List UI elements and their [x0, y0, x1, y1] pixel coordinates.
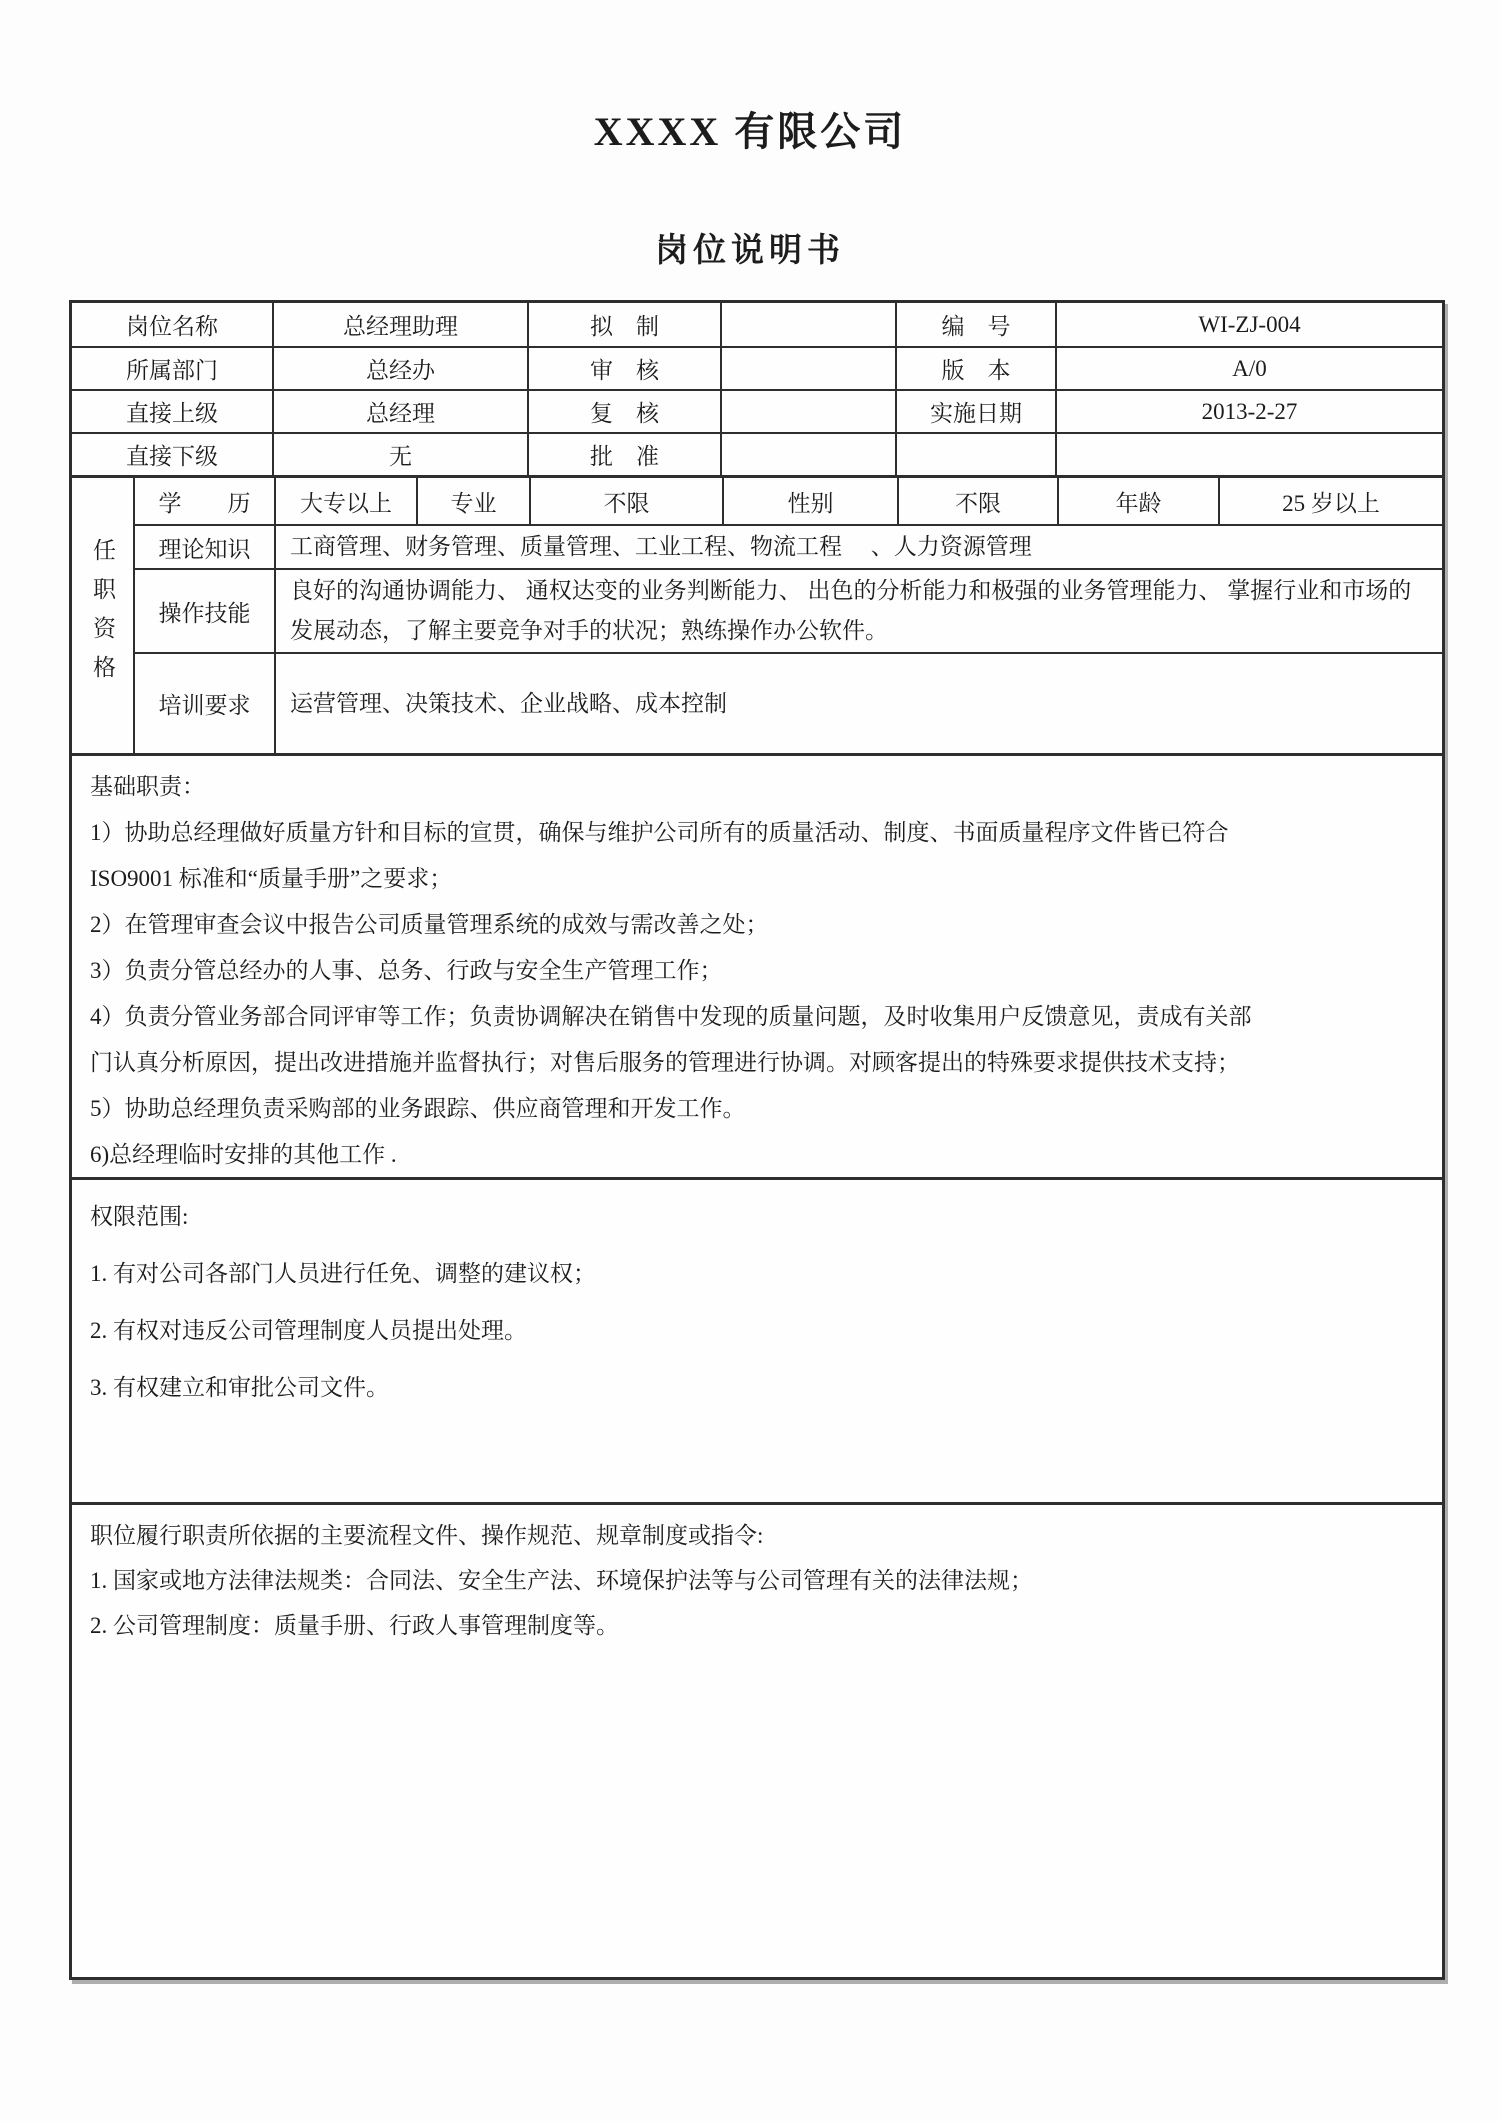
theory-knowledge-value: 工商管理、财务管理、质量管理、工业工程、物流工程 、人力资源管理 — [274, 526, 1442, 568]
education-value: 大专以上 — [274, 478, 416, 524]
job-description-table — [69, 300, 1445, 1980]
empty-meta-value — [1055, 434, 1442, 475]
duties-line: 3）负责分管总经办的人事、总务、行政与安全生产管理工作； — [90, 958, 723, 983]
approved-by-value — [720, 434, 895, 475]
authority-item: 3. 有权建立和审批公司文件。 — [90, 1375, 389, 1400]
direct-superior-label: 直接上级 — [126, 401, 218, 426]
theory-knowledge-row — [135, 524, 1442, 568]
education-label: 学 历 — [158, 490, 251, 516]
header-row-department — [72, 346, 1442, 389]
approved-by-label: 批 准 — [527, 434, 720, 475]
theory-knowledge-label: 理论知识 — [158, 536, 251, 562]
header-row-position — [72, 303, 1442, 346]
references-cell — [72, 1505, 1442, 1995]
age-value: 25 岁以上 — [1218, 478, 1442, 524]
references-heading: 职位履行职责所依据的主要流程文件、操作规范、规章制度或指令: — [90, 1523, 764, 1548]
direct-subordinate-value: 无 — [272, 434, 527, 475]
duties-line: 6)总经理临时安排的其他工作 . — [90, 1142, 397, 1167]
doc-number-label: 编 号 — [895, 303, 1055, 346]
drafted-by-label: 拟 制 — [527, 303, 720, 346]
duties-line: 1）协助总经理做好质量方针和目标的宣贯，确保与维护公司所有的质量活动、制度、书面质量程序文件皆已符合 — [90, 820, 1229, 845]
department-label: 所属部门 — [126, 358, 218, 383]
effective-date-value: 2013-2-27 — [1055, 391, 1442, 432]
references-item: 1. 国家或地方法律法规类：合同法、安全生产法、环境保护法等与公司管理有关的法律法规； — [90, 1568, 1033, 1593]
version-value: A/0 — [1055, 348, 1442, 389]
duties-line: 5）协助总经理负责采购部的业务跟踪、供应商管理和开发工作。 — [90, 1096, 746, 1121]
doc-subtitle: 岗位说明书 — [655, 233, 845, 269]
qualifications-side-label — [72, 478, 133, 753]
operation-skill-label: 操作技能 — [158, 600, 251, 626]
header-row-subordinate — [72, 432, 1442, 475]
authority-cell — [72, 1180, 1442, 1502]
direct-superior-value: 总经理 — [272, 391, 527, 432]
gender-value: 不限 — [897, 478, 1057, 524]
references-item: 2. 公司管理制度：质量手册、行政人事管理制度等。 — [90, 1613, 619, 1638]
header-row-superior — [72, 389, 1442, 432]
doc-number-value: WI-ZJ-004 — [1055, 303, 1442, 346]
company-title: XXXX 有限公司 — [593, 109, 907, 154]
operation-skill-value: 良好的沟通协调能力、 通权达变的业务判断能力、 出色的分析能力和极强的业务管理能力、 掌握行业和市场的发展动态，了解主要竞争对手的状况；熟练操作办公软件。 — [274, 570, 1442, 652]
age-label: 年龄 — [1057, 478, 1218, 524]
authority-item: 2. 有权对违反公司管理制度人员提出处理。 — [90, 1318, 527, 1343]
duties-section — [72, 753, 1442, 1177]
qualifications-section — [72, 475, 1442, 753]
training-requirement-label: 培训要求 — [158, 693, 251, 718]
empty-meta-label — [895, 434, 1055, 475]
gender-label: 性别 — [722, 478, 897, 524]
authority-heading: 权限范围: — [90, 1204, 189, 1229]
position-name-value: 总经理助理 — [272, 303, 527, 346]
effective-date-label: 实施日期 — [895, 391, 1055, 432]
rechecked-by-value — [720, 391, 895, 432]
position-name-label: 岗位名称 — [126, 314, 218, 339]
duties-line: 4）负责分管业务部合同评审等工作；负责协调解决在销售中发现的质量问题，及时收集用户反馈意见，责成有关部 — [90, 1004, 1252, 1029]
authority-section — [72, 1177, 1442, 1502]
duties-line: ISO9001 标准和“质量手册”之要求； — [90, 866, 453, 891]
direct-subordinate-label: 直接下级 — [126, 444, 218, 469]
operation-skill-row — [135, 568, 1442, 652]
drafted-by-value — [720, 303, 895, 346]
reviewed-by-label: 审 核 — [527, 348, 720, 389]
qualifications-grid — [133, 478, 1442, 753]
duties-cell — [72, 756, 1442, 1177]
rechecked-by-label: 复 核 — [527, 391, 720, 432]
major-value: 不限 — [529, 478, 722, 524]
reviewed-by-value — [720, 348, 895, 389]
qualifications-side-label-text: 任职资格 — [90, 537, 115, 694]
duties-line: 门认真分析原因，提出改进措施并监督执行；对售后服务的管理进行协调。对顾客提出的特殊要求提供技术支持； — [90, 1050, 1240, 1075]
department-value: 总经办 — [272, 348, 527, 389]
major-label: 专业 — [416, 478, 529, 524]
training-requirement-value: 运营管理、决策技术、企业战略、成本控制 — [274, 654, 1442, 753]
education-row — [135, 478, 1442, 524]
authority-item: 1. 有对公司各部门人员进行任免、调整的建议权； — [90, 1261, 596, 1286]
references-section — [72, 1502, 1442, 1995]
duties-heading: 基础职责： — [90, 774, 205, 799]
training-requirement-row — [135, 652, 1442, 753]
duties-line: 2）在管理审查会议中报告公司质量管理系统的成效与需改善之处； — [90, 912, 769, 937]
version-label: 版 本 — [895, 348, 1055, 389]
